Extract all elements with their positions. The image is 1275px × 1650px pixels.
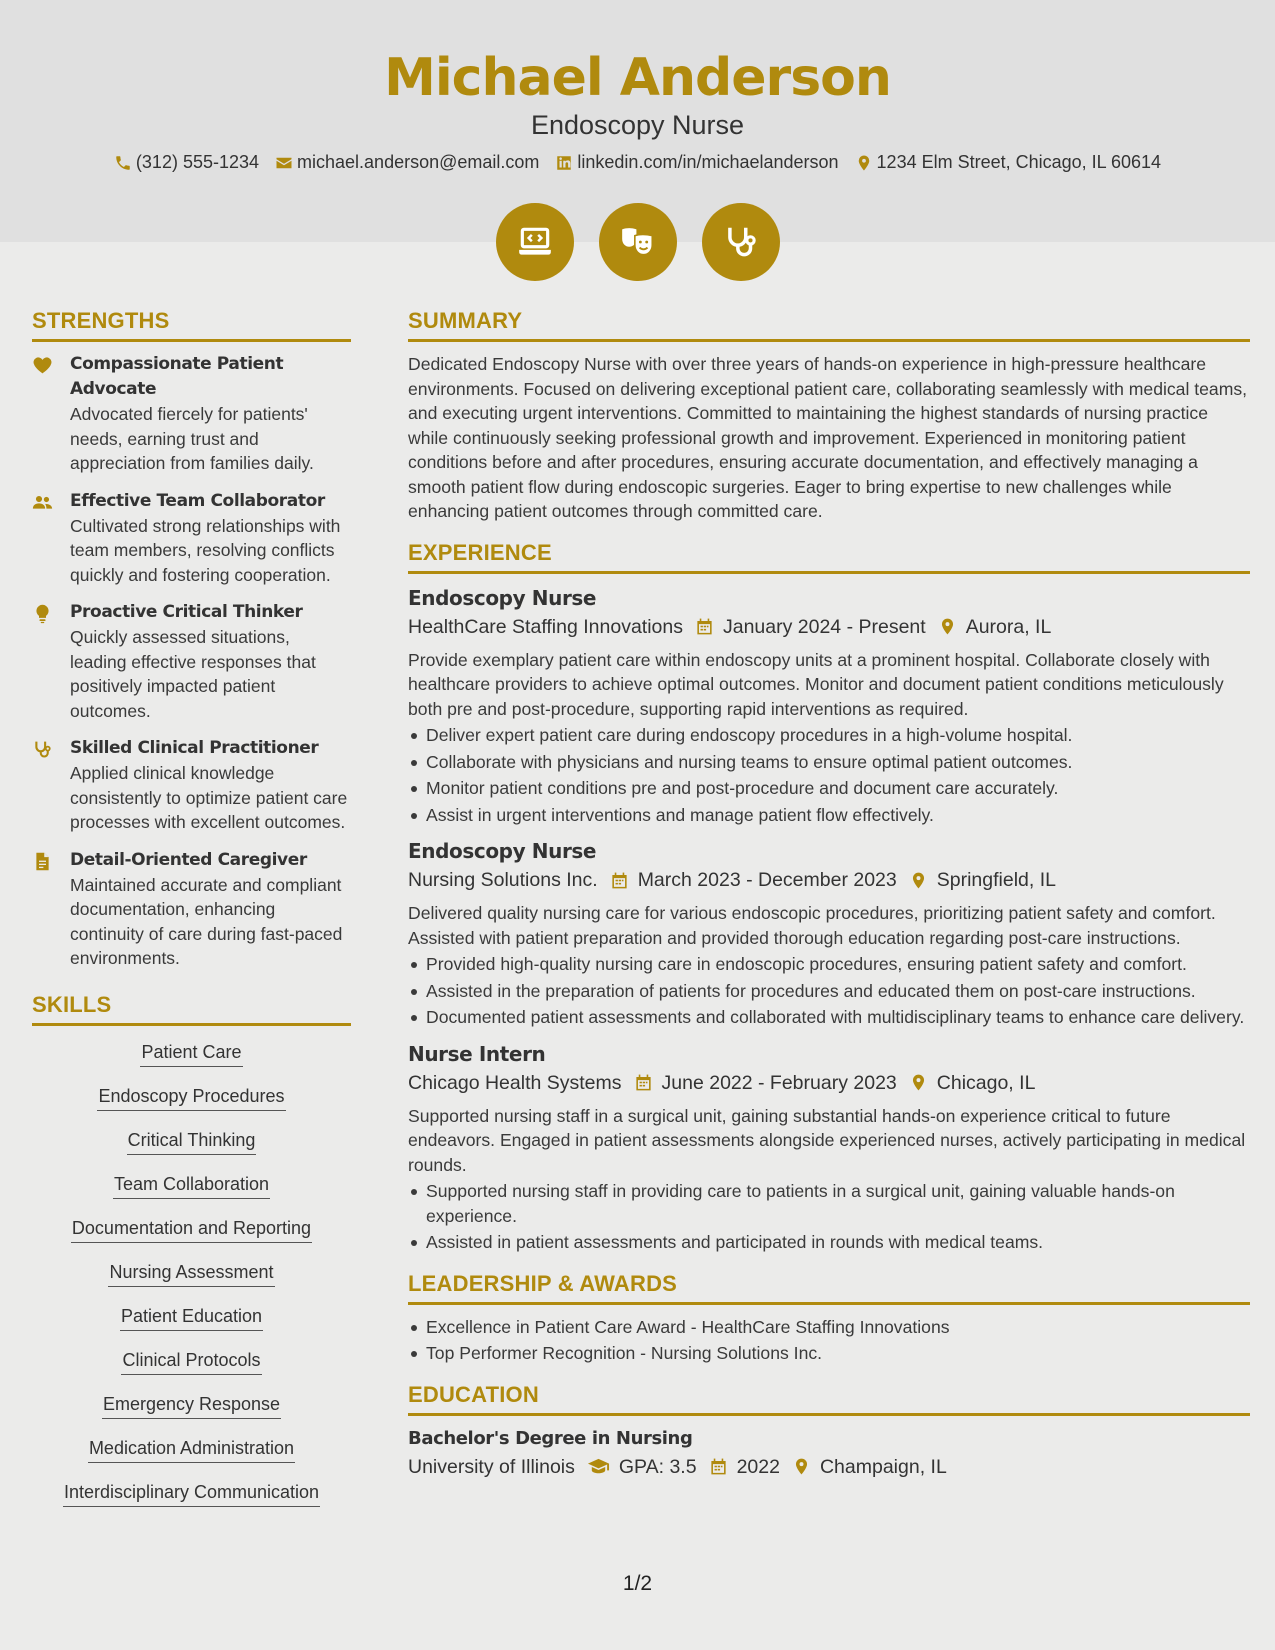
strength-desc: Cultivated strong relationships with team members, resolving conflicts quickly and fostering cooperation. xyxy=(70,515,341,585)
contact-address xyxy=(855,152,1162,173)
skill-item: Endoscopy Procedures xyxy=(97,1086,285,1111)
job-entry xyxy=(408,1040,1250,1255)
skill-item: Team Collaboration xyxy=(113,1174,270,1199)
school-name: University of Illinois xyxy=(408,1455,575,1478)
gpa: GPA: 3.5 xyxy=(618,1455,697,1478)
stethoscope-icon xyxy=(32,739,53,760)
page-number: 1/2 xyxy=(622,1572,653,1595)
strength-title: Proactive Critical Thinker xyxy=(70,602,303,622)
skill-item: Interdisciplinary Communication xyxy=(63,1482,320,1507)
skills-list xyxy=(32,1036,351,1526)
strength-title: Effective Team Collaborator xyxy=(70,490,325,511)
job-meta xyxy=(408,1068,1250,1098)
envelope-icon xyxy=(275,154,293,172)
file-icon xyxy=(32,851,53,872)
job-title: Endoscopy Nurse xyxy=(408,585,597,610)
experience-title: EXPERIENCE xyxy=(408,540,1250,574)
job-meta xyxy=(408,612,1250,642)
job-desc: Delivered quality nursing care for various endoscopic procedures, prioritizing patient safety and comfort. Assisted with patient preparation and provided thorough education regarding post-care instructions. xyxy=(408,903,1216,948)
phone-text: (312) 555-1234 xyxy=(135,152,260,172)
laptop-code-icon xyxy=(516,223,554,261)
stethoscope-badge xyxy=(702,203,780,281)
strength-title: Skilled Clinical Practitioner xyxy=(70,738,319,758)
skill-item: Medication Administration xyxy=(88,1438,295,1463)
job-bullets xyxy=(408,723,1250,827)
strength-title: Detail-Oriented Caregiver xyxy=(70,849,307,870)
candidate-name: Michael Anderson xyxy=(384,48,891,108)
summary-title: SUMMARY xyxy=(408,308,1250,342)
job-dates: January 2024 - Present xyxy=(722,615,926,638)
education-meta xyxy=(408,1452,1250,1482)
left-column xyxy=(32,308,351,1526)
strength-title: Compassionate Patient Advocate xyxy=(70,354,284,399)
map-pin-icon xyxy=(938,617,957,636)
job-bullets xyxy=(408,1179,1250,1255)
graduation-year: 2022 xyxy=(736,1455,780,1478)
list-item: Assist in urgent interventions and manage patient flow effectively. xyxy=(408,803,1250,828)
school-location: Champaign, IL xyxy=(819,1455,947,1478)
list-item: Monitor patient conditions pre and post-procedure and document care accurately. xyxy=(408,776,1250,801)
contact-bar xyxy=(0,152,1275,173)
calendar-icon xyxy=(709,1457,728,1476)
linkedin-icon xyxy=(555,154,573,172)
map-pin-icon xyxy=(909,871,928,890)
job-dates: June 2022 - February 2023 xyxy=(661,1071,897,1094)
calendar-icon xyxy=(610,871,629,890)
job-dates: March 2023 - December 2023 xyxy=(637,869,897,891)
strength-desc: Applied clinical knowledge consistently to optimize patient care processes with excellent outcomes. xyxy=(70,763,348,832)
job-meta xyxy=(408,865,1250,895)
skill-item: Documentation and Reporting xyxy=(71,1218,312,1243)
strength-item xyxy=(32,489,351,588)
linkedin-text[interactable]: linkedin.com/in/michaelanderson xyxy=(577,152,839,172)
job-location: Springfield, IL xyxy=(936,869,1056,891)
contact-phone xyxy=(114,152,259,173)
strength-desc: Quickly assessed situations, leading effective responses that positively impacted patient outcomes. xyxy=(70,627,316,721)
theater-masks-icon xyxy=(619,223,657,261)
job-title: Endoscopy Nurse xyxy=(408,839,597,863)
summary-text: Dedicated Endoscopy Nurse with over three years of hands-on experience in high-pressure healthcare environments. Focused on delivering exceptional patient care, collaborating seamlessly with medical teams, and executing urgent interventions. Committed to maintaining the highest standards of nursing practice while continuously seeking professional growth and improvement. Experienced in monitoring patient conditions before and after procedures, ensuring accurate documentation, and effectively managing a smooth patient flow during endoscopic surgeries. Eager to bring expertise to new challenges while enhancing patient outcomes through committed care. xyxy=(408,354,1248,521)
strength-item xyxy=(32,848,351,971)
skills-title: SKILLS xyxy=(32,992,351,1026)
right-column xyxy=(408,308,1250,1488)
strength-item xyxy=(32,736,351,835)
map-pin-icon xyxy=(792,1457,811,1476)
heart-icon xyxy=(32,355,53,376)
job-desc: Supported nursing staff in a surgical unit, gaining substantial hands-on experience critical to future endeavors. Engaged in patient assessments alongside experienced nurses, actively participating in medical rounds. xyxy=(408,1105,1246,1175)
map-pin-icon xyxy=(909,1073,928,1092)
skill-item: Critical Thinking xyxy=(127,1130,257,1155)
phone-icon xyxy=(114,154,132,172)
candidate-role: Endoscopy Nurse xyxy=(530,110,745,140)
email-text[interactable]: michael.anderson@email.com xyxy=(297,152,540,172)
skill-item: Nursing Assessment xyxy=(108,1262,274,1287)
map-pin-icon xyxy=(855,154,873,172)
list-item: Assisted in patient assessments and participated in rounds with medical teams. xyxy=(408,1230,1250,1255)
lightbulb-icon xyxy=(32,603,53,624)
header-icon-row xyxy=(0,203,1275,281)
calendar-icon xyxy=(695,617,714,636)
skill-item: Patient Care xyxy=(140,1042,242,1067)
leadership-title: LEADERSHIP & AWARDS xyxy=(408,1271,1250,1305)
job-company: Nursing Solutions Inc. xyxy=(408,869,598,891)
job-entry xyxy=(408,584,1250,828)
list-item: Assisted in the preparation of patients for procedures and educated them on post-care instructions. xyxy=(408,979,1250,1004)
skill-item: Emergency Response xyxy=(102,1394,281,1419)
skill-item: Clinical Protocols xyxy=(121,1350,261,1375)
job-company: HealthCare Staffing Innovations xyxy=(408,615,683,638)
list-item: Supported nursing staff in providing care to patients in a surgical unit, gaining valuable hands-on experience. xyxy=(408,1179,1250,1228)
list-item: Deliver expert patient care during endoscopy procedures in a high-volume hospital. xyxy=(408,723,1250,748)
list-item: Collaborate with physicians and nursing teams to ensure optimal patient outcomes. xyxy=(408,750,1250,775)
job-location: Chicago, IL xyxy=(936,1071,1036,1094)
contact-email[interactable] xyxy=(275,152,539,173)
awards-list xyxy=(408,1315,1250,1366)
strength-item xyxy=(32,600,351,723)
list-item: Documented patient assessments and collaborated with multidisciplinary teams to enhance care delivery. xyxy=(408,1005,1250,1030)
strength-desc: Maintained accurate and compliant documentation, enhancing continuity of care during fast-paced environments. xyxy=(70,874,343,968)
laptop-code-badge xyxy=(496,203,574,281)
skill-item: Patient Education xyxy=(120,1306,263,1331)
contact-linkedin[interactable] xyxy=(555,152,838,173)
address-text: 1234 Elm Street, Chicago, IL 60614 xyxy=(876,152,1162,172)
education-title: EDUCATION xyxy=(408,1382,1250,1416)
job-bullets xyxy=(408,952,1250,1030)
job-location: Aurora, IL xyxy=(965,615,1052,638)
strengths-title: STRENGTHS xyxy=(32,308,351,342)
stethoscope-icon xyxy=(722,223,760,261)
calendar-icon xyxy=(634,1073,653,1092)
job-company: Chicago Health Systems xyxy=(408,1071,622,1094)
graduation-cap-icon xyxy=(587,1455,610,1478)
job-desc: Provide exemplary patient care within endoscopy units at a prominent hospital. Collaborate closely with healthcare providers to achieve optimal outcomes. Monitor and document patient conditions meticulously both pre and post-procedure, supporting rapid interventions as required. xyxy=(408,649,1224,719)
degree-title: Bachelor's Degree in Nursing xyxy=(408,1427,693,1449)
users-icon xyxy=(32,492,53,513)
job-title: Nurse Intern xyxy=(408,1041,546,1066)
strength-item xyxy=(32,352,351,476)
list-item: Top Performer Recognition - Nursing Solutions Inc. xyxy=(408,1341,1250,1366)
strength-desc: Advocated fiercely for patients' needs, earning trust and appreciation from families daily. xyxy=(70,404,314,473)
job-entry xyxy=(408,837,1250,1030)
theater-masks-badge xyxy=(599,203,677,281)
list-item: Provided high-quality nursing care in endoscopic procedures, ensuring patient safety and comfort. xyxy=(408,952,1250,977)
list-item: Excellence in Patient Care Award - HealthCare Staffing Innovations xyxy=(408,1315,1250,1340)
